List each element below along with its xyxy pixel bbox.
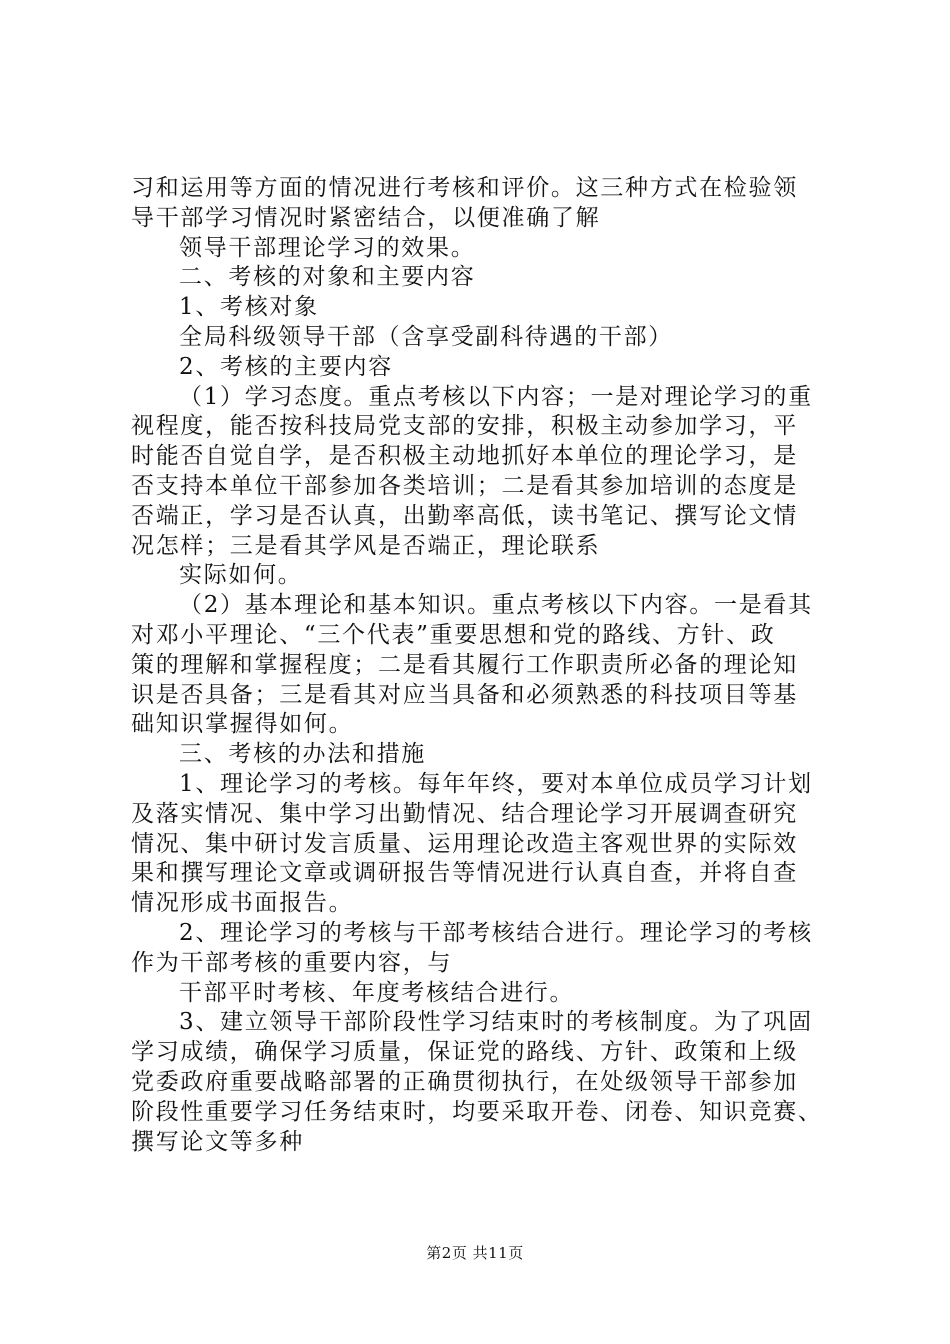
text-line: 阶段性重要学习任务结束时，均要采取开卷、闭卷、知识竞赛、	[131, 1098, 823, 1125]
text-line: 习和运用等方面的情况进行考核和评价。这三种方式在检验领	[131, 175, 798, 201]
text-line: 识是否具备；三是看其对应当具备和必须熟悉的科技项目等基	[131, 681, 798, 708]
text-line: （1）学习态度。重点考核以下内容；一是对理论学习的重	[179, 383, 813, 410]
text-line: 全局科级领导干部（含享受副科待遇的干部）	[179, 323, 673, 350]
text-line: 况怎样；三是看其学风是否端正，理论联系	[131, 532, 601, 559]
text-line: 干部平时考核、年度考核结合进行。	[179, 979, 575, 1006]
text-line: 党委政府重要战略部署的正确贯彻执行，在处级领导干部参加	[131, 1068, 798, 1095]
text-line: 否端正，学习是否认真，出勤率高低，读书笔记、撰写论文情	[131, 502, 798, 529]
text-line: 三、考核的办法和措施	[179, 741, 426, 768]
text-line: 2、理论学习的考核与干部考核结合进行。理论学习的考核	[179, 919, 813, 946]
text-line: 时能否自觉自学，是否积极主动地抓好本单位的理论学习，是	[131, 443, 798, 470]
text-line: 二、考核的对象和主要内容	[179, 264, 476, 291]
page-number-label: 第2页 共11页	[426, 1244, 524, 1262]
text-line: 导干部学习情况时紧密结合，以便准确了解	[131, 204, 601, 231]
text-line: 础知识掌握得如何。	[131, 711, 354, 738]
text-line: 果和撰写理论文章或调研报告等情况进行认真自查，并将自查	[131, 860, 798, 887]
text-line: （2）基本理论和基本知识。重点考核以下内容。一是看其	[179, 592, 813, 619]
text-line: 1、考核对象	[179, 294, 319, 321]
text-line: 策的理解和掌握程度；二是看其履行工作职责所必备的理论知	[131, 651, 798, 678]
text-line: 学习成绩，确保学习质量，保证党的路线、方针、政策和上级	[131, 1039, 798, 1066]
text-line: 视程度，能否按科技局党支部的安排，积极主动参加学习，平	[131, 413, 798, 440]
text-line: 领导干部理论学习的效果。	[179, 234, 476, 261]
text-line: 1、理论学习的考核。每年年终，要对本单位成员学习计划	[179, 770, 813, 797]
text-line: 对邓小平理论、“三个代表”重要思想和党的路线、方针、政	[131, 621, 776, 648]
text-line: 作为干部考核的重要内容，与	[131, 949, 453, 976]
text-line: 撰写论文等多种	[131, 1128, 304, 1155]
text-line: 情况形成书面报告。	[131, 890, 354, 917]
text-line: 否支持本单位干部参加各类培训；二是看其参加培训的态度是	[131, 472, 798, 499]
text-line: 3、建立领导干部阶段性学习结束时的考核制度。为了巩固	[179, 1009, 813, 1036]
text-line: 实际如何。	[179, 562, 303, 589]
page-footer	[0, 1243, 950, 1263]
text-line: 及落实情况、集中学习出勤情况、结合理论学习开展调查研究	[131, 800, 798, 827]
text-line: 2、考核的主要内容	[179, 353, 393, 380]
document-body	[131, 174, 839, 1157]
text-line: 情况、集中研讨发言质量、运用理论改造主客观世界的实际效	[131, 830, 798, 857]
